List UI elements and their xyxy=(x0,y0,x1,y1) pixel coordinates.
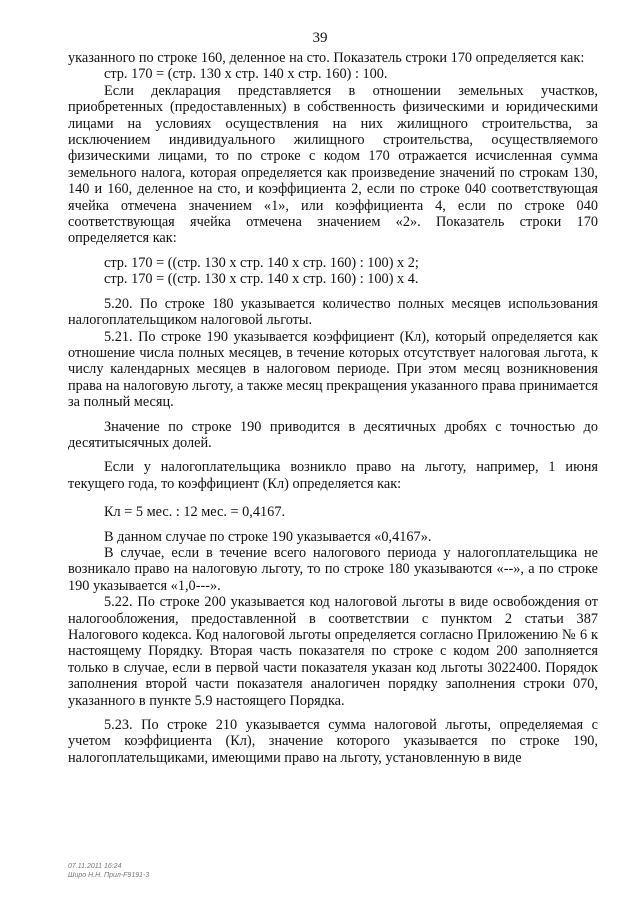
paragraph-no-benefit: В случае, если в течение всего налогового периода у налогоплательщика не возникало право на налоговую льготу, то по строке 180 указываются «--», а по строке 190 указывается «1,0---». xyxy=(68,544,598,594)
page-number: 39 xyxy=(312,30,328,46)
paragraph-5-20: 5.20. По строке 180 указывается количество полных месяцев использования налогоплательщиком налоговой льготы. xyxy=(68,295,598,329)
paragraph-line-190-value: В данном случае по строке 190 указывается «0,4167». xyxy=(104,528,432,545)
paragraph-5-23: 5.23. По строке 210 указывается сумма налоговой льготы, определяемая с учетом коэффициента (Кл), значение которого указывается по строке 190, налогоплательщиками, имеющими право на льготу, установленную в виде xyxy=(68,717,598,766)
paragraph-line-190-precision: Значение по строке 190 приводится в десятичных дробях с точностью до десятитысячных долей. xyxy=(68,418,598,451)
formula-line-170-coef-4: стр. 170 = ((стр. 130 х стр. 140 х стр. 160) : 100) х 4. xyxy=(104,271,419,288)
footer-stamp xyxy=(68,862,149,880)
footer-timestamp: 07.11.2011 16:24 xyxy=(68,863,122,870)
formula-line-170: стр. 170 = (стр. 130 х стр. 140 х стр. 160) : 100. xyxy=(104,66,388,83)
paragraph-5-22: 5.22. По строке 200 указывается код налоговой льготы в виде освобождения от налогообложения, предоставленной в соответствии с пунктом 2 статьи 387 Налогового кодекса. Код налоговой льготы определяется согласно Приложению № 6 к настоящему Порядку. Вторая часть показателя по строке с кодом 200 заполняется только в случае, если в первой части показателя указан код льготы 3022400. Порядок заполнения второй части показателя аналогичен порядку заполнения строки 070, указанного в пункте 5.9 настоящего Порядка. xyxy=(68,594,598,709)
paragraph-continuation: указанного по строке 160, деленное на сто. Показатель строки 170 определяется как: xyxy=(68,50,585,66)
paragraph-land-declaration: Если декларация представляется в отношении земельных участков, приобретенных (предоставленных) в собственность физическими и юридическими лицами на условиях осуществления на них жилищного строительства, за исключением индивидуального жилищного строительства, осуществляемого физическими лицами, то по строке с кодом 170 отражается исчисленная сумма земельного налога, которая определяется как произведение значений по строкам 130, 140 и 160, деленное на сто, и коэффициента 2, если по строке 040 соответствующая ячейка отмечена значением «1», или коэффициента 4, если по строке 040 соответствующая ячейка отмечена значением «2». Показатель строки 170 определяется как: xyxy=(68,82,598,247)
paragraph-benefit-example: Если у налогоплательщика возникло право на льготу, например, 1 июня текущего года, то коэффициент (Кл) определяется как: xyxy=(68,459,598,492)
footer-file-reference: Широ Н.Н. Прил-F9191-3 xyxy=(68,872,150,879)
formula-line-170-coef-2: стр. 170 = ((стр. 130 х стр. 140 х стр. 160) : 100) х 2; xyxy=(104,254,419,271)
formula-kl: Кл = 5 мес. : 12 мес. = 0,4167. xyxy=(104,504,286,521)
document-body xyxy=(68,50,598,766)
paragraph-5-21: 5.21. По строке 190 указывается коэффициент (Кл), который определяется как отношение числа полных месяцев, в течение которых отсутствует налоговая льгота, к числу календарных месяцев в налоговом периоде. При этом месяц возникновения права на налоговую льготу, а также месяц прекращения указанного права принимается за полный месяц. xyxy=(68,328,598,411)
